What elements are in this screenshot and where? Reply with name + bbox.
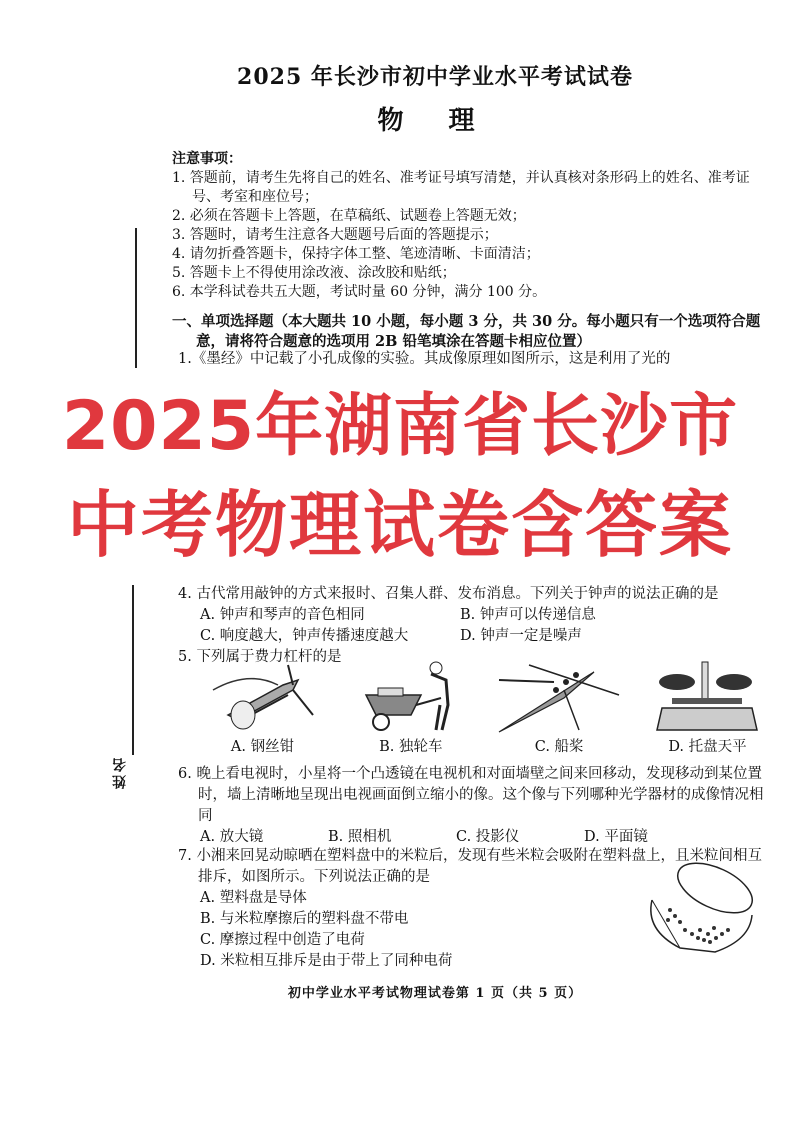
banner-line-2: 中考物理试卷含答案 [66, 483, 733, 567]
question-1: 1.《墨经》中记载了小孔成像的实验。其成像原理如图所示，这是利用了光的 [178, 351, 671, 367]
margin-line-bottom [132, 585, 134, 755]
page-footer: 初中学业水平考试物理试卷第 1 页（共 5 页） [287, 986, 583, 1001]
question-stem: 4. 古代常用敲钟的方式来报时、召集人群、发布消息。下列关于钟声的说法正确的是 [178, 586, 719, 602]
option-c: C. 摩擦过程中创造了电荷 [200, 932, 365, 948]
notes-section [172, 150, 762, 302]
option-b: B. 钟声可以传递信息 [460, 607, 596, 623]
option-b: B. 照相机 [328, 829, 392, 845]
section-heading: 一、单项选择题（本大题共 10 小题，每小题 3 分，共 30 分。每小题只有一个选项符合题意，请将符合题意的选项用 2B 铅笔填涂在答题卡相应位置） [172, 313, 761, 350]
question-stem-5: 5. 下列属于费力杠杆的是 [178, 649, 342, 665]
margin-line-top [135, 228, 137, 368]
pliers-icon [208, 660, 318, 735]
balance-scale-icon [652, 660, 762, 735]
figure-label: C. 船桨 [534, 739, 584, 755]
note-item: 4. 请勿折叠答题卡，保持字体工整、笔迹清晰、卡面清洁； [172, 246, 540, 262]
question-4 [178, 584, 768, 668]
note-item: 2. 必须在答题卡上答题，在草稿纸、试题卷上答题无效； [172, 208, 526, 224]
figure-label: D. 托盘天平 [668, 739, 747, 755]
figure-label: A. 钢丝钳 [230, 739, 295, 755]
banner-line-1: 2025年湖南省长沙市 [61, 387, 739, 466]
figure-label: B. 独轮车 [379, 739, 443, 755]
option-c: C. 投影仪 [456, 829, 520, 845]
question-stem: 6. 晚上看电视时，小星将一个凸透镜在电视机和对面墙壁之间来回移动，发现移动到某位置时，墙上清晰地呈现出电视画面倒立缩小的像。这个像与下列哪种光学器材的成像情况相同 [178, 766, 764, 824]
plastic-dish-icon [640, 860, 760, 955]
option-d: D. 米粒相互排斥是由于带上了同种电荷 [200, 953, 453, 969]
figure-a [195, 660, 330, 760]
option-b: B. 与米粒摩擦后的塑料盘不带电 [200, 911, 409, 927]
subject-title: 物 理 [377, 106, 493, 136]
note-item: 6. 本学科试卷共五大题，考试时量 60 分钟，满分 100 分。 [172, 284, 547, 300]
notes-heading: 注意事项： [172, 151, 242, 167]
question-stem: 7. 小湘来回晃动晾晒在塑料盘中的米粒后，发现有些米粒会吸附在塑料盘上，且米粒间相互排斥，如图所示。下列说法正确的是 [178, 848, 762, 885]
name-label: 姓名 [112, 755, 128, 789]
question-6 [178, 764, 768, 848]
option-d: D. 钟声一定是噪声 [460, 628, 582, 644]
wheelbarrow-icon [356, 660, 466, 735]
rowing-boat-icon [494, 660, 624, 735]
figure-d [640, 660, 775, 760]
note-item: 5. 答题卡上不得使用涂改液、涂改胶和贴纸； [172, 265, 456, 281]
option-c: C. 响度越大，钟声传播速度越大 [200, 628, 409, 644]
question-5-figures [195, 660, 775, 760]
exam-title: 2025 年长沙市初中学业水平考试试卷 [237, 64, 633, 90]
option-a: A. 放大镜 [200, 829, 264, 845]
option-a: A. 钟声和琴声的音色相同 [200, 607, 365, 623]
note-item: 1. 答题前，请考生先将自己的姓名、准考证号填写清楚，并认真核对条形码上的姓名、准考证号、考室和座位号； [172, 170, 750, 205]
option-a: A. 塑料盘是导体 [200, 890, 307, 906]
option-d: D. 平面镜 [584, 829, 648, 845]
figure-b [343, 660, 478, 760]
note-item: 3. 答题时，请考生注意各大题题号后面的答题提示； [172, 227, 498, 243]
figure-c [492, 660, 627, 760]
